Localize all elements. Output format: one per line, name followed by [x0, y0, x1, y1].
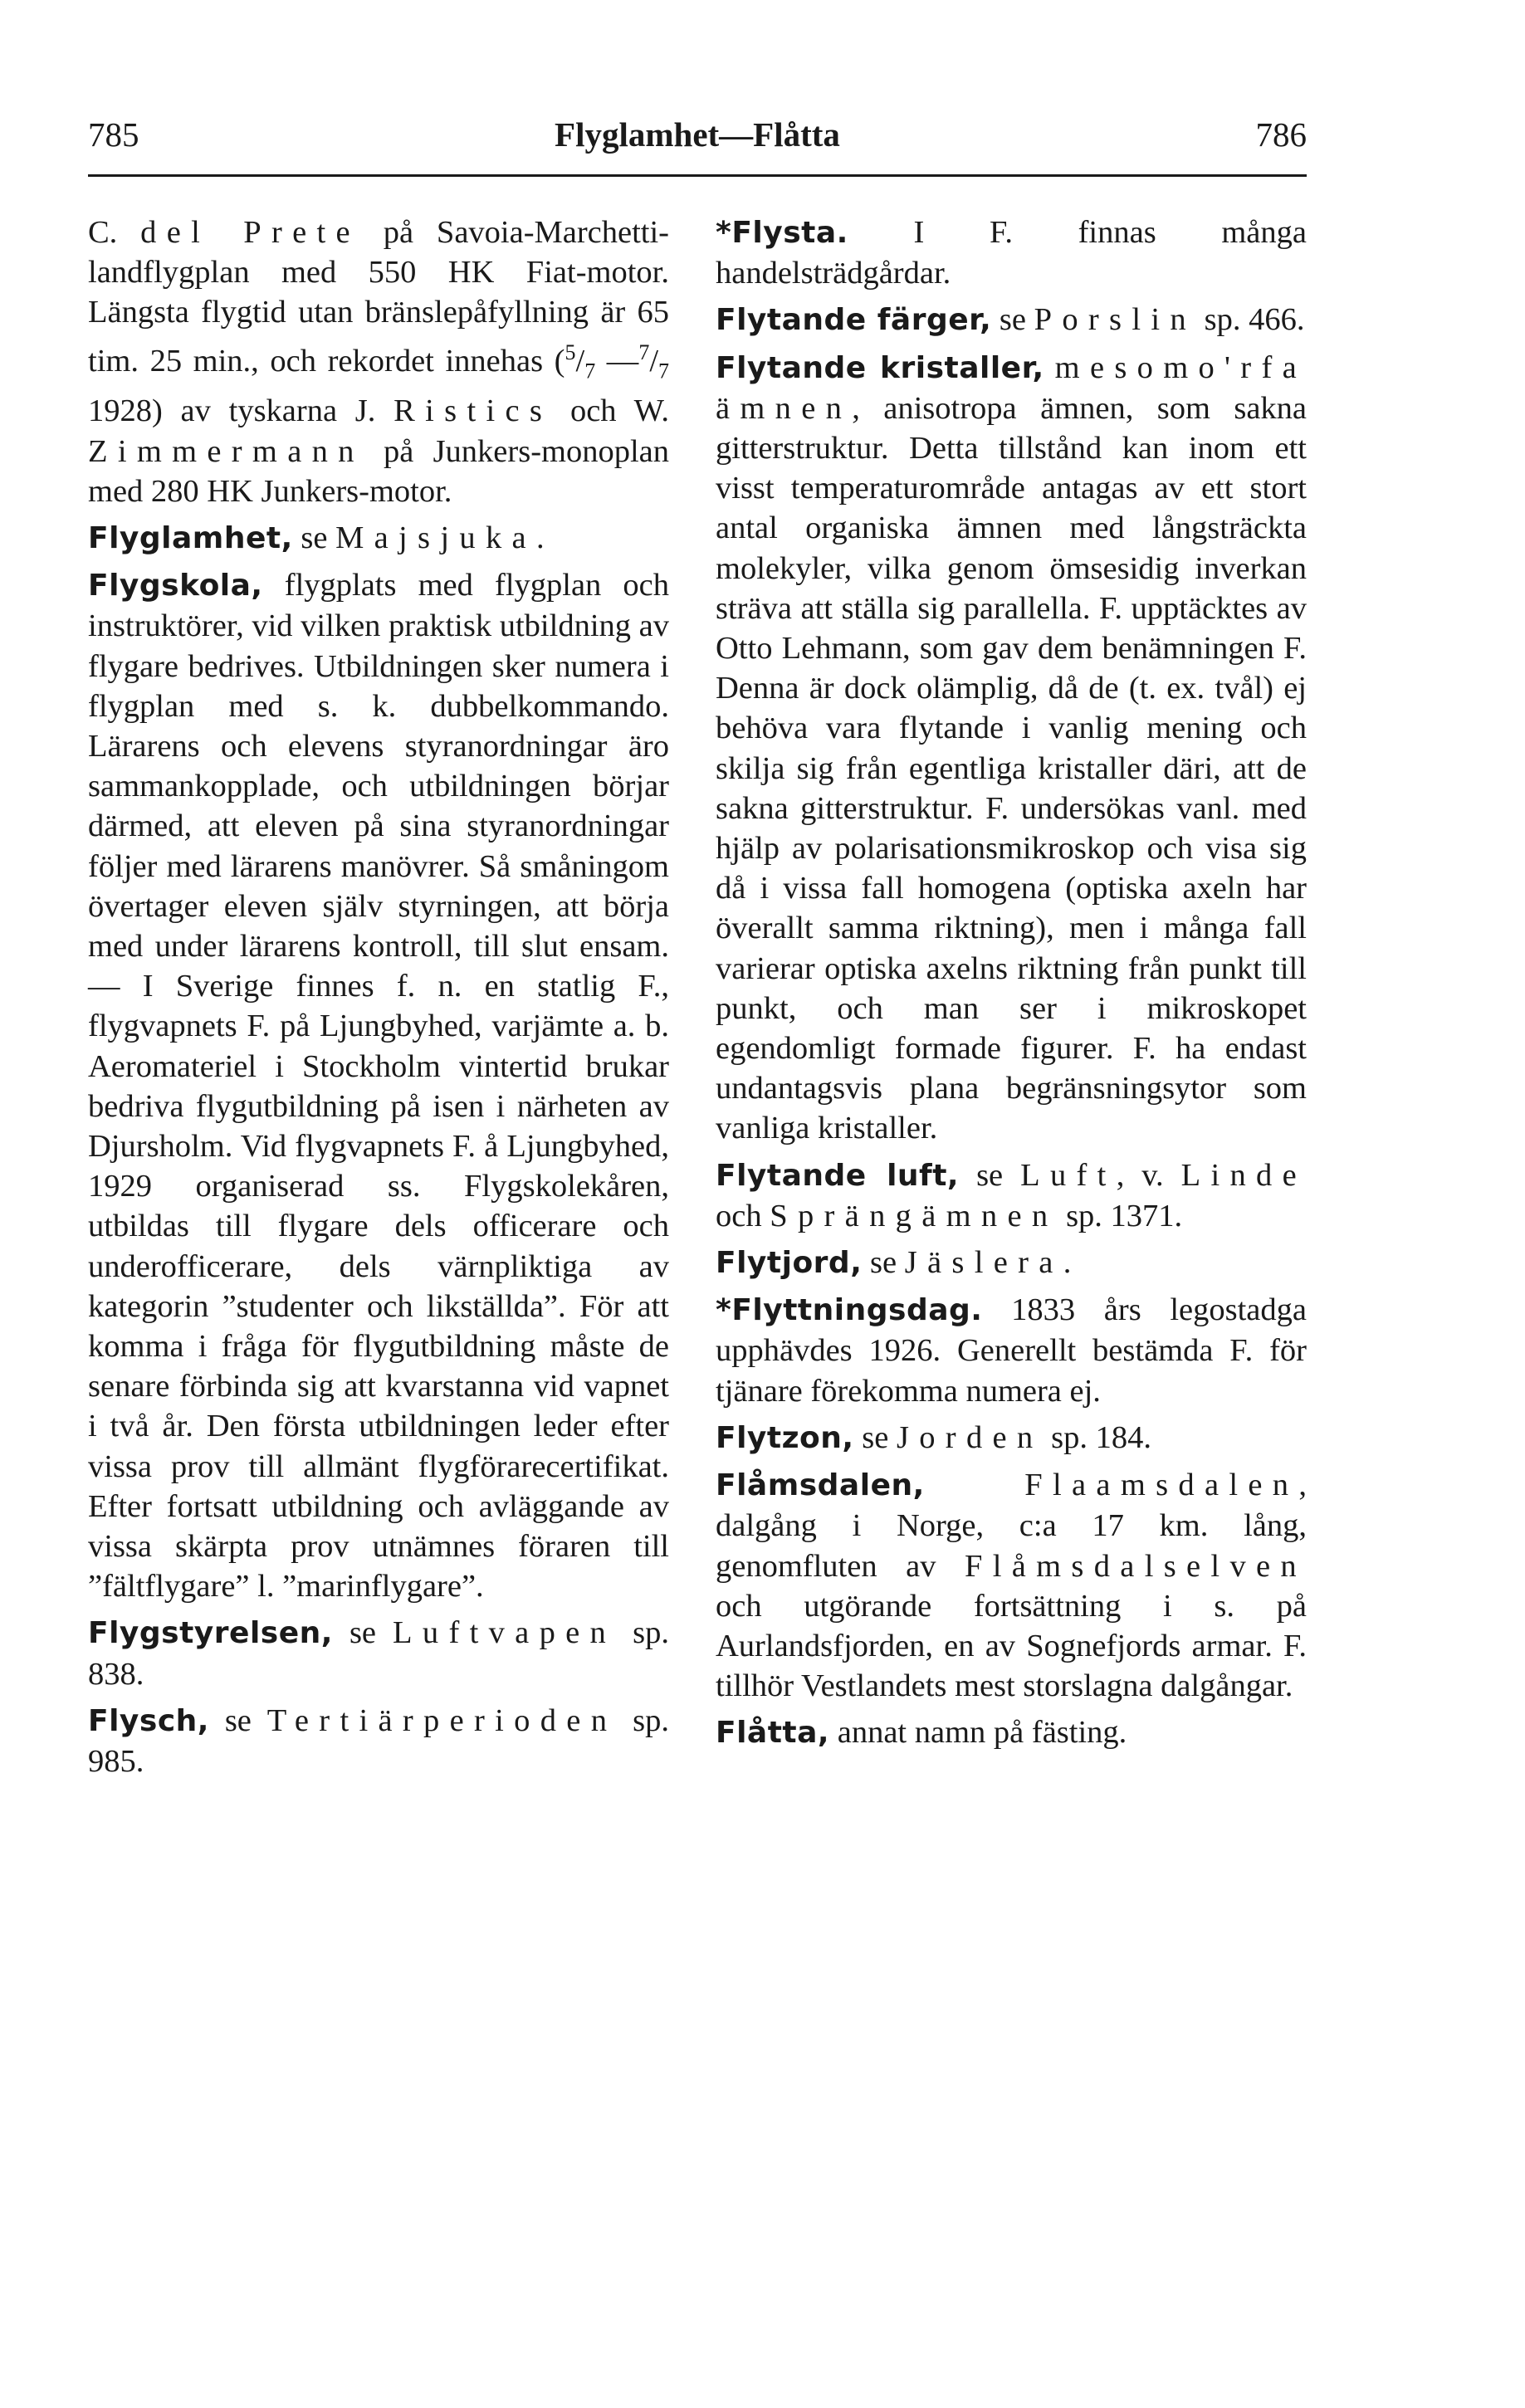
- spaced-name: Flåmsdalselven: [965, 1548, 1307, 1584]
- text: , dalgång i Norge, c:a 17 km. lång, genomfluten av: [716, 1468, 1307, 1584]
- text: och utgörande fortsättning i s. på Aurlandsfjorden, en av Sognefjords armar. F. tillhör Vestlandets mest storslagna dalgångar.: [716, 1588, 1307, 1704]
- text: se: [959, 1157, 1021, 1193]
- left-column: [88, 212, 669, 1788]
- spaced-name: Flaamsdalen: [1024, 1468, 1299, 1503]
- header-rule: [88, 174, 1307, 177]
- text: sp. 838.: [88, 1615, 669, 1692]
- headword: Flytande färger,: [716, 303, 992, 338]
- text: och W.: [552, 393, 669, 429]
- spaced-name: del Prete: [140, 215, 360, 250]
- fraction-den: 7: [658, 359, 670, 383]
- text: sp. 1371.: [1058, 1198, 1183, 1233]
- text: se: [332, 1615, 393, 1651]
- right-column: [716, 212, 1307, 1761]
- entry-flygrekord-continued: [88, 212, 669, 511]
- text: , v.: [1116, 1157, 1181, 1193]
- entry-flytande-luft: [716, 1155, 1307, 1236]
- text: C.: [88, 215, 141, 250]
- cross-reference: Tertiärperioden: [266, 1702, 618, 1738]
- cross-reference: Linde: [1180, 1157, 1307, 1193]
- cross-reference: Majsjuka: [335, 520, 536, 555]
- headword: Flåtta,: [716, 1716, 830, 1751]
- entry-flytjord: [716, 1243, 1307, 1283]
- text: på Junkers-monoplan med 280 HK Junkers-motor.: [88, 433, 669, 509]
- text: , anisotropa ämnen, som sakna gitterstruktur. Detta tillstånd kan inom ett visst temperaturområde antagas av ett stort antal organiska ämnen med långsträckta molekyler, vilka genom ömsesidig inverkan sträva att ställa sig parallella. F. upptäcktes av Otto Lehmann, som gav dem benämningen F. Denna är dock olämplig, då de (t. ex. tvål) ej behöva vara flytande i vanlig mening och skilja sig från egentliga kristaller däri, att de sakna gitterstruktur. F. undersökas vanl. med hjälp av polarisationsmikroskop och visa sig då i vissa fall homogena (optiska axeln har överallt samma riktning), men i många fall varierar optiska axelns riktning från punkt till punkt, och man ser i mikroskopet egendomligt formade figurer. F. ha endast undantagsvis plana begränsningsytor som vanliga kristaller.: [716, 390, 1307, 1146]
- spaced-name: Zimmermann: [88, 433, 364, 469]
- headword: Flysch,: [88, 1703, 209, 1738]
- fraction-slash: /: [649, 343, 659, 379]
- fraction-num: 5: [565, 339, 576, 364]
- headword: Flytande luft,: [716, 1158, 960, 1193]
- spaced-term: mesomo'rfa ämnen: [716, 349, 1307, 426]
- entry-flytzon: [716, 1418, 1307, 1458]
- cross-reference: Luftvapen: [393, 1615, 617, 1651]
- cross-reference: Jäslera: [904, 1245, 1063, 1281]
- text: se: [208, 1702, 267, 1738]
- text: sp. 184.: [1043, 1419, 1151, 1455]
- fraction-num: 7: [638, 339, 650, 364]
- text: sp. 985.: [88, 1702, 669, 1780]
- text: .: [1063, 1245, 1072, 1281]
- spaced-name: Ristics: [393, 393, 553, 429]
- text: 1833 års legostadga upphävdes 1926. Generellt bestämda F. för tjänare förekomma numera ej.: [716, 1292, 1307, 1409]
- text: .: [535, 520, 545, 555]
- entry-flamsdalen: [716, 1465, 1307, 1706]
- headword: Flytande kristaller,: [716, 350, 1044, 385]
- entry-flyttningsdag: [716, 1290, 1307, 1411]
- headword: Flytjord,: [716, 1246, 863, 1281]
- headword: Flyglamhet,: [88, 520, 293, 555]
- entry-flysch: [88, 1701, 669, 1781]
- headword: Flygskola,: [88, 569, 263, 603]
- text: 1928) av tyskarna J.: [88, 393, 394, 429]
- entry-flygskola: [88, 565, 669, 1606]
- text: [925, 1468, 1024, 1502]
- entry-flysta: [716, 212, 1307, 293]
- cross-reference: Porslin: [1034, 302, 1196, 338]
- text: se: [853, 1419, 897, 1455]
- entry-flyglamhet: [88, 518, 669, 559]
- entry-flatta: [716, 1712, 1307, 1753]
- page-header: [88, 115, 1307, 168]
- fraction-den: 7: [584, 359, 596, 383]
- entry-flytande-farger: [716, 300, 1307, 340]
- text: och: [716, 1198, 770, 1233]
- page-number-right: 786: [1255, 115, 1307, 154]
- text: se: [991, 302, 1034, 338]
- headword: Flytzon,: [716, 1420, 854, 1455]
- headword: *Flysta.: [716, 216, 848, 250]
- headword: *Flyttningsdag.: [716, 1293, 983, 1328]
- text: se: [292, 520, 336, 555]
- running-title: Flyglamhet—Flåtta: [555, 115, 840, 154]
- text: på Savoia-Marchetti-landflygplan med 550 HK Fiat-motor. Längsta flygtid utan bränslepåfyllning är 65 tim. 25 min., och rekordet innehas (: [88, 215, 670, 379]
- entry-flygstyrelsen: [88, 1613, 669, 1693]
- headword: Flygstyrelsen,: [88, 1616, 333, 1651]
- headword: Flåmsdalen,: [716, 1468, 925, 1503]
- text: annat namn på fästing.: [829, 1715, 1127, 1751]
- text: se: [862, 1245, 905, 1281]
- text: [1044, 350, 1055, 385]
- text: flygplats med flygplan och instruktörer, vid vilken praktisk utbildning av flygare bedrives. Utbildningen sker numera i flygplan med s. k. dubbelkommando. Lärarens och elevens styranordningar äro sammankopplade, och utbildningen börjar därmed, att eleven på sina styranordningar följer med lärarens manövrer. Så småningom övertager eleven själv styrningen, att börja med under lärarens kontroll, till slut ensam. — I Sverige finnes f. n. en statlig F., flygvapnets F. på Ljungbyhed, varjämte a. b. Aeromateriel i Stockholm vintertid brukar bedriva flygutbildning på isen i närheten av Djursholm. Vid flygvapnets F. å Ljungbyhed, 1929 organiserad ss. Flygskolekåren, utbildas till flygare dels officerare och underofficerare, dels värnpliktiga av kategorin ”studenter och likställda”. För att komma i fråga för flygutbildning måste de senare förbinda sig att kvarstanna vid vapnet i två år. Den första utbildningen leder efter vissa prov till allmänt flygförarecertifikat. Efter fortsatt utbildning och avläggande av vissa skärpta prov utnämnes föraren till ”fältflygare” l. ”marinflygare”.: [88, 568, 669, 1605]
- fraction-slash: /: [575, 343, 585, 379]
- cross-reference: Jorden: [896, 1419, 1044, 1455]
- cross-reference: Luft: [1020, 1157, 1117, 1193]
- cross-reference: Sprängämnen: [770, 1198, 1058, 1233]
- text: I F. finnas många handelsträdgårdar.: [716, 215, 1307, 291]
- page-number-left: 785: [88, 115, 139, 154]
- entry-flytande-kristaller: [716, 348, 1307, 1149]
- text: sp. 466.: [1195, 302, 1305, 338]
- text: —: [595, 343, 639, 379]
